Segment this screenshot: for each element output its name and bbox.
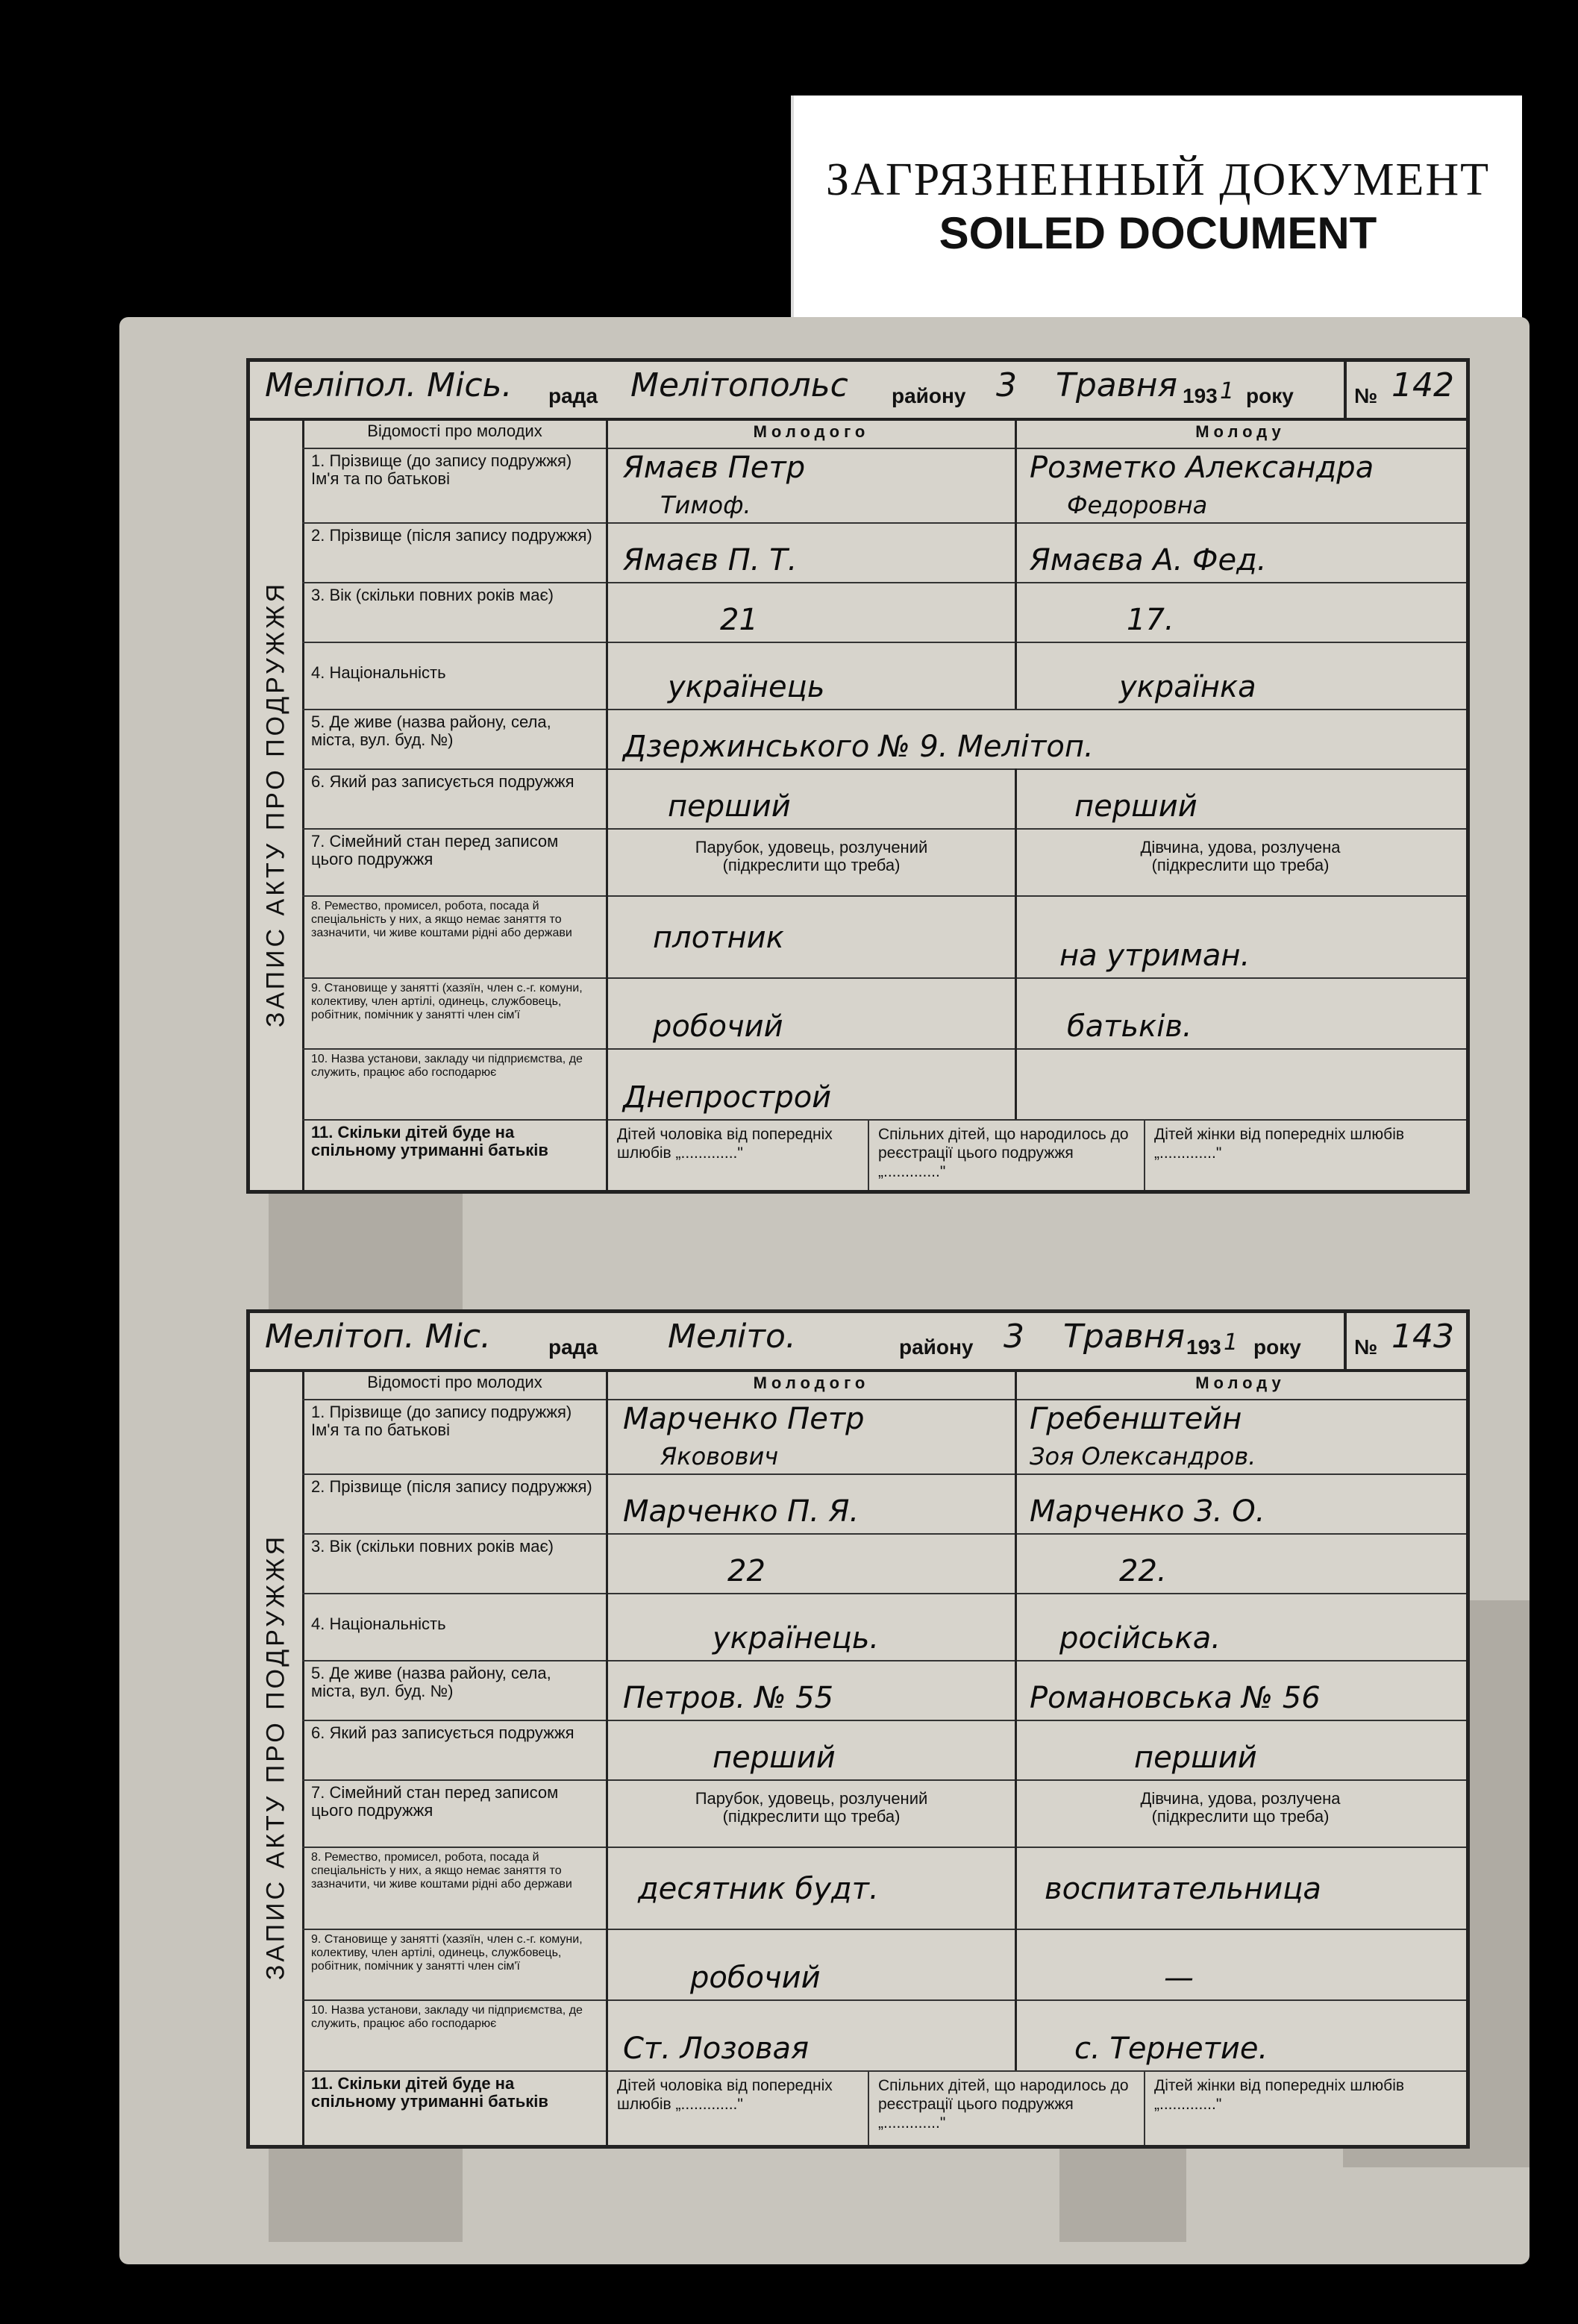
groom-residence: Петров. № 55	[623, 1681, 834, 1715]
common-children: Спільних дітей, що народилось до реєстрації цього подружжя „............."	[869, 2070, 1145, 2149]
label-english: SOILED DOCUMENT	[939, 208, 1377, 258]
residence: Дзержинського № 9. Мелітоп.	[623, 730, 1094, 764]
groom-marital-options: Парубок, удовець, розлучений (підкреслити що треба)	[695, 1789, 928, 1826]
row-times: 6. Який раз записується подружжя перший перший	[302, 768, 1466, 830]
year-prefix: 193	[1183, 384, 1218, 407]
month: Травня	[1063, 1318, 1185, 1356]
soiled-document-label	[791, 95, 1522, 353]
record-header	[250, 1313, 1466, 1372]
record-number-box	[1344, 362, 1466, 418]
groom-times: перший	[713, 1741, 836, 1775]
year-prefix: 193	[1186, 1335, 1221, 1359]
row-nationality: 4. Національність українець. російська.	[302, 1593, 1466, 1661]
year-digit: 1	[1220, 378, 1235, 404]
record-number: 143	[1391, 1318, 1454, 1356]
bride-age: 22.	[1119, 1554, 1167, 1588]
groom-surname-after: Марченко П. Я.	[623, 1494, 860, 1529]
bride-surname: Розметко Александра	[1030, 451, 1374, 485]
groom-patronymic: Яковович	[660, 1442, 779, 1470]
label-russian: ЗАГРЯЗНЕННЫЙ ДОКУМЕНТ	[826, 154, 1490, 205]
bride-surname-after: Марченко З. О.	[1030, 1494, 1265, 1529]
bride-position: —	[1164, 1961, 1194, 1995]
marriage-record-2	[246, 1309, 1470, 2149]
row-surname-before: 1. Прізвище (до запису подружжя) Ім'я та по батькові Марченко Петр Яковович Гребенштейн Зоя Олександров.	[302, 1399, 1466, 1475]
side-title: ЗАПИС АКТУ ПРО ПОДРУЖЖЯ	[250, 418, 304, 1190]
row-surname-after: 2. Прізвище (після запису подружжя) Ямаєв П. Т. Ямаєва А. Фед.	[302, 522, 1466, 583]
husband-children: Дітей чоловіка від попередніх шлюбів „............."	[608, 2070, 869, 2149]
column-header-row: Відомості про молодих Молодого Молоду	[302, 418, 1466, 449]
council-name: Мелітоп. Міс.	[265, 1318, 492, 1356]
year-label: року	[1246, 384, 1294, 407]
side-title: ЗАПИС АКТУ ПРО ПОДРУЖЖЯ	[250, 1369, 304, 2145]
row-workplace: 10. Назва установи, закладу чи підприємства, де служить, працює або господарює Ст. Лозовая с. Тернетие.	[302, 1999, 1466, 2072]
groom-workplace: Днепрострой	[623, 1080, 832, 1115]
groom-age: 21	[720, 603, 758, 637]
bride-position: батьків.	[1067, 1009, 1192, 1044]
number-label: №	[1354, 384, 1378, 407]
row-children: 11. Скільки дітей буде на спільному утриманні батьків Дітей чоловіка від попередніх шлюбів „............." Спільних дітей, що народилось до реєстрації цього подружжя „............." Дітей жінки від попередніх шлюбів „............."	[302, 2070, 1466, 2149]
groom-age: 22	[727, 1554, 765, 1588]
groom-nationality: українець	[668, 670, 825, 704]
record-number: 142	[1391, 366, 1454, 404]
day: 3	[996, 366, 1017, 404]
row-children: 11. Скільки дітей буде на спільному утриманні батьків Дітей чоловіка від попередніх шлюбів „............." Спільних дітей, що народилось до реєстрації цього подружжя „............." Дітей жінки від попередніх шлюбів „............."	[302, 1119, 1466, 1194]
wife-children: Дітей жінки від попередніх шлюбів „............."	[1154, 2077, 1405, 2113]
council-name: Меліпол. Місь.	[265, 366, 513, 404]
bride-times: перший	[1134, 1741, 1257, 1775]
groom-column-header: Молодого	[753, 1374, 870, 1392]
district-name: Меліто.	[668, 1318, 796, 1356]
bride-nationality: українка	[1119, 670, 1256, 704]
husband-children: Дітей чоловіка від попередніх шлюбів „............."	[608, 1119, 869, 1194]
groom-occupation: десятник будт.	[638, 1872, 879, 1906]
groom-surname-after: Ямаєв П. Т.	[623, 543, 798, 577]
bride-nationality: російська.	[1059, 1621, 1221, 1656]
row-position: 9. Становище у занятті (хазяїн, член с.-г. комуни, колективу, член артілі, одинець, службовець, робітник, помічник у занятті член сім'ї робочий —	[302, 1929, 1466, 2001]
row-times: 6. Який раз записується подружжя перший перший	[302, 1720, 1466, 1781]
row-surname-before: 1. Прізвище (до запису подружжя) Ім'я та по батькові Ямаєв Петр Тимоф. Розметко Александра Федоровна	[302, 448, 1466, 524]
marriage-record-1	[246, 358, 1470, 1194]
bride-column-header: Молоду	[1195, 1374, 1286, 1392]
row-marital-status: 7. Сімейний стан перед записом цього подружжя Парубок, удовець, розлучений (підкреслити що треба) Дівчина, удова, розлучена (підкреслити що треба)	[302, 1779, 1466, 1848]
day: 3	[1004, 1318, 1024, 1356]
district-label: району	[892, 384, 966, 407]
row-workplace: 10. Назва установи, закладу чи підприємства, де служить, працює або господарює Днепрострой	[302, 1048, 1466, 1121]
row-nationality: 4. Національність українець українка	[302, 642, 1466, 710]
year-label: року	[1253, 1335, 1301, 1359]
number-label: №	[1354, 1335, 1378, 1359]
wife-children: Дітей жінки від попередніх шлюбів „............."	[1154, 1126, 1405, 1162]
column-header-row: Відомості про молодих Молодого Молоду	[302, 1369, 1466, 1400]
row-residence: 5. Де живе (назва району, села, міста, вул. буд. №) Петров. № 55 Романовська № 56	[302, 1660, 1466, 1721]
row-occupation: 8. Ремество, промисел, робота, посада й спеціальність у них, а якщо немає заняття то зазначити, чи живе коштами рідні або держави десятник будт. воспитательница	[302, 1847, 1466, 1930]
groom-surname: Ямаєв Петр	[623, 451, 806, 485]
groom-column-header: Молодого	[753, 422, 870, 441]
groom-position: робочий	[653, 1009, 783, 1044]
district-name: Мелітопольс	[630, 366, 848, 404]
bride-residence: Романовська № 56	[1030, 1681, 1321, 1715]
row-marital-status: 7. Сімейний стан перед записом цього подружжя Парубок, удовець, розлучений (підкреслити що треба) Дівчина, удова, розлучена (підкреслити що треба)	[302, 828, 1466, 897]
groom-marital-options: Парубок, удовець, розлучений (підкреслити що треба)	[695, 838, 928, 874]
groom-patronymic: Тимоф.	[660, 491, 751, 519]
row-age: 3. Вік (скільки повних років має) 21 17.	[302, 582, 1466, 643]
bride-workplace: с. Тернетие.	[1074, 2032, 1268, 2066]
bride-patronymic: Федоровна	[1067, 491, 1208, 519]
groom-workplace: Ст. Лозовая	[623, 2032, 810, 2066]
groom-nationality: українець.	[713, 1621, 880, 1656]
row-residence: 5. Де живе (назва району, села, міста, вул. буд. №) Дзержинського № 9. Мелітоп.	[302, 709, 1466, 770]
groom-position: робочий	[690, 1961, 821, 1995]
council-label: рада	[548, 384, 598, 407]
district-label: району	[899, 1335, 974, 1359]
record-header	[250, 362, 1466, 421]
bride-marital-options: Дівчина, удова, розлучена (підкреслити що треба)	[1140, 838, 1341, 874]
bride-occupation: воспитательница	[1045, 1872, 1321, 1906]
row-position: 9. Становище у занятті (хазяїн, член с.-г. комуни, колективу, член артілі, одинець, службовець, робітник, помічник у занятті член сім'ї робочий батьків.	[302, 977, 1466, 1050]
bride-occupation: на утриман.	[1059, 939, 1250, 973]
groom-times: перший	[668, 789, 791, 824]
bride-column-header: Молоду	[1195, 422, 1286, 441]
record-number-box	[1344, 1313, 1466, 1369]
common-children: Спільних дітей, що народилось до реєстрації цього подружжя „............."	[869, 1119, 1145, 1194]
bride-surname: Гребенштейн	[1030, 1402, 1242, 1436]
row-occupation: 8. Ремество, промисел, робота, посада й спеціальність у них, а якщо немає заняття то зазначити, чи живе коштами рідні або держави плотник на утриман.	[302, 895, 1466, 979]
row-age: 3. Вік (скільки повних років має) 22 22.	[302, 1533, 1466, 1594]
bride-surname-after: Ямаєва А. Фед.	[1030, 543, 1267, 577]
month: Травня	[1056, 366, 1177, 404]
row-surname-after: 2. Прізвище (після запису подружжя) Марченко П. Я. Марченко З. О.	[302, 1473, 1466, 1535]
groom-surname: Марченко Петр	[623, 1402, 865, 1436]
groom-occupation: плотник	[653, 921, 784, 955]
bride-patronymic: Зоя Олександров.	[1030, 1442, 1256, 1470]
bride-times: перший	[1074, 789, 1197, 824]
year-digit: 1	[1224, 1329, 1239, 1356]
bride-age: 17.	[1127, 603, 1174, 637]
register-page	[119, 317, 1530, 2264]
council-label: рада	[548, 1335, 598, 1359]
bride-marital-options: Дівчина, удова, розлучена (підкреслити що треба)	[1140, 1789, 1341, 1826]
